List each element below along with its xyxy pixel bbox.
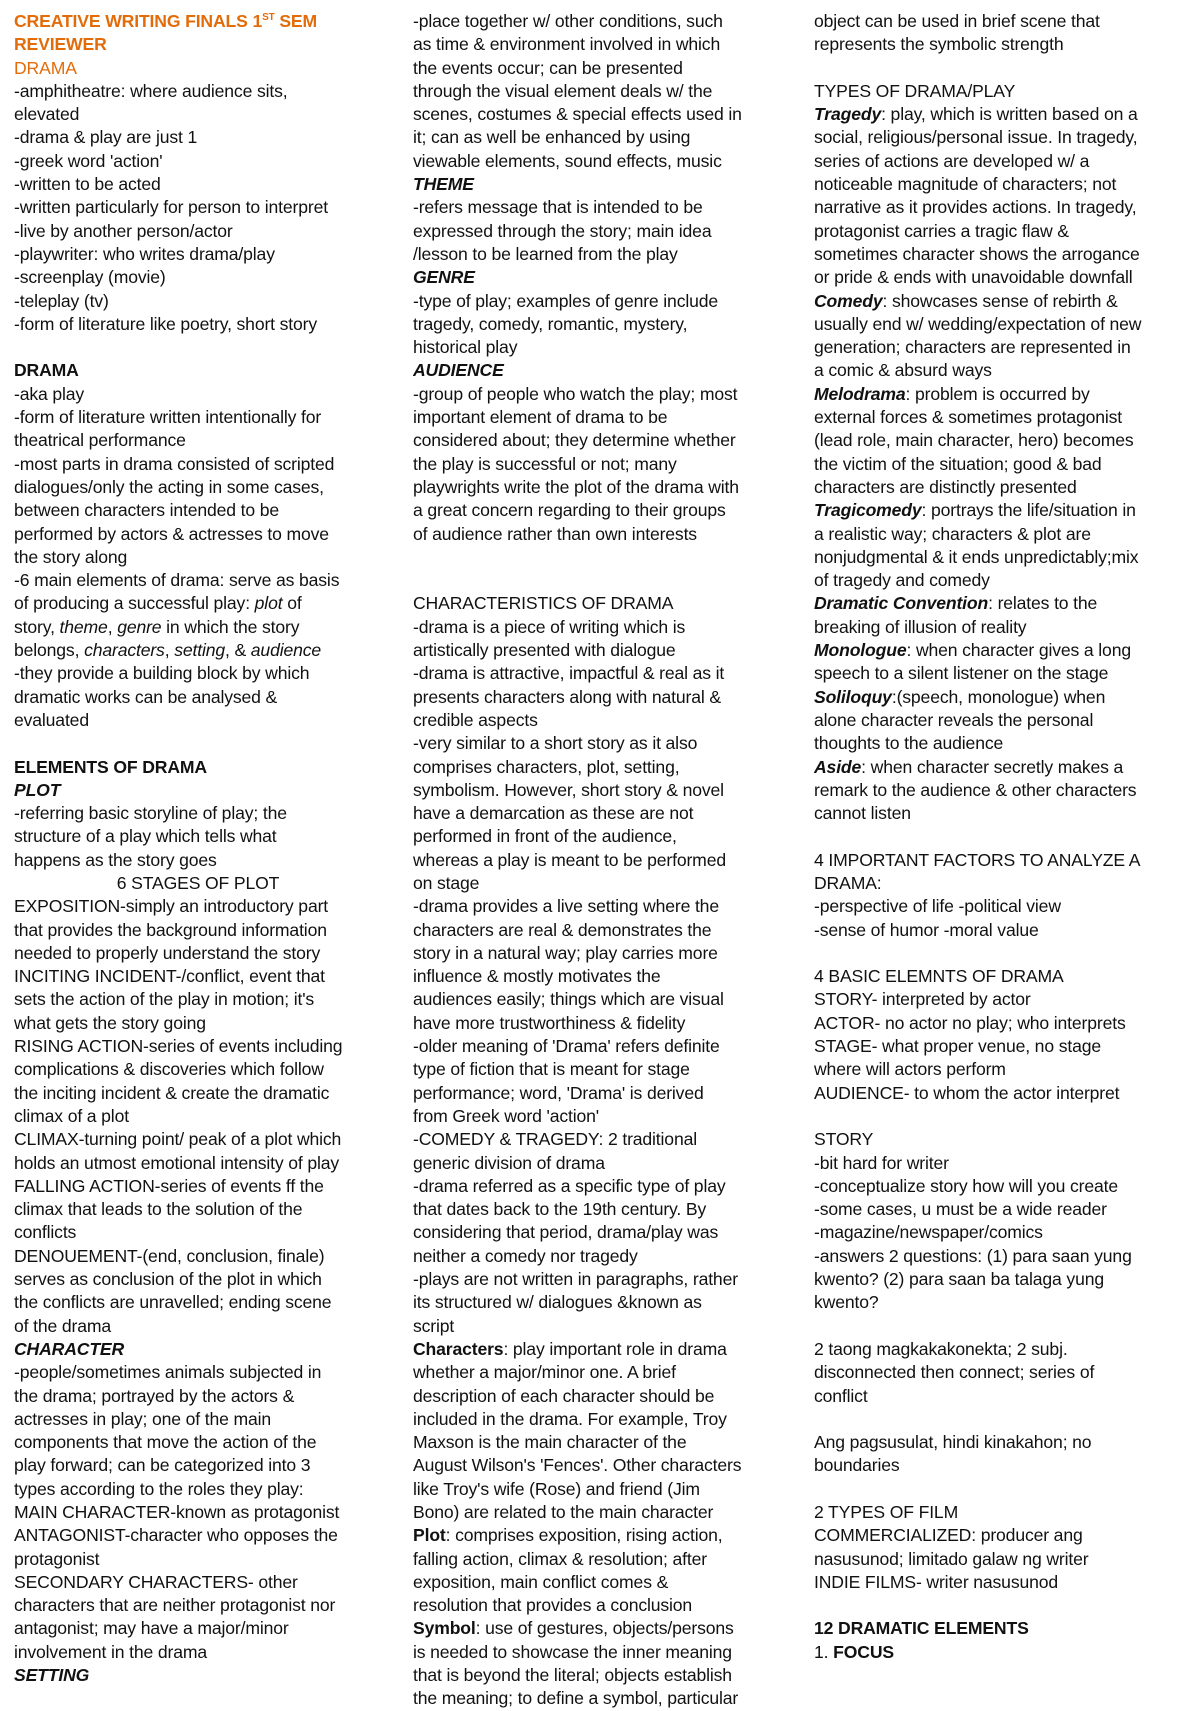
text-line: INDIE FILMS- writer nasusunod [814, 1571, 1058, 1592]
text-line: evaluated [14, 709, 89, 730]
text-span: theme [59, 616, 108, 637]
text-line: is needed to showcase the inner meaning [413, 1641, 732, 1662]
text-line: Ang pagsusulat, hindi kinakahon; no [814, 1432, 1092, 1453]
text-line: -aka play [14, 383, 85, 404]
text-line: important element of drama to be [413, 407, 668, 428]
text-line: of audience rather than own interests [413, 523, 697, 544]
text-span: : play, which is written based on a [881, 104, 1138, 125]
text-line: alone character reveals the personal [814, 709, 1094, 730]
text-line: structure of a play which tells what [14, 826, 277, 847]
audience-heading: AUDIENCE [413, 360, 504, 381]
text-line: play forward; can be categorized into 3 [14, 1455, 311, 1476]
text-line: 2 TYPES OF FILM [814, 1502, 959, 1522]
text-line: CLIMAX-turning point/ peak of a plot which [14, 1129, 342, 1150]
text-span: Characters [413, 1338, 504, 1359]
text-line: -plays are not written in paragraphs, rather [413, 1269, 738, 1290]
text-line: actresses in play; one of the main [14, 1408, 271, 1429]
text-line: artistically presented with dialogue [413, 640, 676, 661]
text-line: -magazine/newspaper/comics [814, 1222, 1043, 1243]
text-line: -refers message that is intended to be [413, 197, 703, 218]
text-span: : portrays the life/situation in [921, 500, 1136, 521]
text-line: -6 main elements of drama: serve as basis [14, 570, 340, 591]
text-line: climax that leads to the solution of the [14, 1199, 303, 1220]
text-line: the meaning; to define a symbol, particular [413, 1688, 739, 1709]
text-line: considering that period, drama/play was [413, 1222, 719, 1243]
basic-elements-list [814, 965, 1194, 1105]
genre-list [413, 290, 781, 360]
text-line: -drama & play are just 1 [14, 127, 198, 148]
text-line: -very similar to a short story as it also [413, 733, 698, 754]
text-span: : showcases sense of rebirth & [882, 290, 1118, 311]
text-span: Melodrama [814, 383, 906, 404]
text-line: the play is successful or not; many [413, 453, 677, 474]
text-span: , & [224, 640, 251, 661]
text-line: generic division of drama [413, 1152, 605, 1173]
text-line: series of actions are developed w/ a [814, 150, 1090, 171]
plot-heading: PLOT [14, 779, 61, 800]
drama-heading: DRAMA [14, 360, 79, 381]
text-span: : play important role in drama [503, 1338, 727, 1359]
text-line: neither a comedy nor tragedy [413, 1245, 638, 1266]
text-span: :(speech, monologue) when [891, 686, 1106, 707]
text-line: have more trustworthiness & fidelity [413, 1012, 686, 1033]
text-line: scenes, costumes & special effects used in [413, 104, 742, 125]
text-line: characters are real & demonstrates the [413, 919, 712, 940]
text-line: generation; characters are represented in [814, 337, 1131, 358]
text-line: boundaries [814, 1455, 900, 1476]
text-line: -place together w/ other conditions, such [413, 11, 723, 31]
text-line: -referring basic storyline of play; the [14, 803, 287, 824]
elements-line [14, 592, 382, 615]
text-span: Symbol [413, 1618, 476, 1639]
text-line: -people/sometimes animals subjected in [14, 1362, 322, 1383]
text-line: it; can as well be enhanced by using [413, 127, 691, 148]
intro-list [14, 80, 382, 336]
text-line: a realistic way; characters & plot are [814, 523, 1091, 544]
text-span: : problem is occurred by [905, 383, 1090, 404]
drama-list [14, 383, 382, 593]
tragedy-term-line [814, 103, 1194, 126]
text-line: historical play [413, 337, 518, 358]
text-line: EXPOSITION-simply an introductory part [14, 896, 329, 917]
soliloquy-list [814, 709, 1194, 756]
text-line: the drama; portrayed by the actors & [14, 1385, 295, 1406]
text-line: of tragedy and comedy [814, 570, 990, 591]
text-line: performance; word, 'Drama' is derived [413, 1082, 704, 1103]
plot-term-list [413, 1548, 781, 1618]
text-line: that provides the background information [14, 919, 327, 940]
text-line: through the visual element deals w/ the [413, 80, 713, 101]
text-span: 1. [814, 1641, 834, 1662]
text-line: playwrights write the plot of the drama with [413, 476, 739, 497]
text-line: involvement in the drama [14, 1641, 207, 1662]
text-line: 4 BASIC ELEMNTS OF DRAMA [814, 966, 1064, 987]
symbol-term-line [413, 1617, 781, 1640]
text-line: on stage [413, 872, 480, 893]
text-span: of producing a successful play: [14, 593, 255, 614]
text-line: nonjudgmental & it ends unpredictably;mix [814, 546, 1139, 567]
text-line: -perspective of life -political view [814, 896, 1061, 917]
text-line: represents the symbolic strength [814, 34, 1064, 55]
text-line: elevated [14, 104, 80, 125]
reviewer-page [14, 10, 1194, 1709]
text-line: -drama is attractive, impactful & real as it [413, 663, 725, 684]
melodrama-list [814, 406, 1194, 499]
text-span: , [164, 640, 175, 661]
soliloquy-term-line [814, 686, 1194, 709]
character-list [14, 1361, 382, 1664]
column-3 [814, 10, 1194, 1664]
text-line: audiences easily; things which are visual [413, 989, 724, 1010]
focus-line [814, 1641, 1194, 1664]
text-line: disconnected then connect; series of [814, 1362, 1095, 1383]
text-line: -live by another person/actor [14, 220, 233, 241]
text-span: genre [117, 616, 162, 637]
text-line: influence & mostly motivates the [413, 966, 661, 987]
text-line: noticeable magnitude of characters; not [814, 174, 1117, 195]
text-line: between characters intended to be [14, 500, 280, 521]
characteristics-heading: CHARACTERISTICS OF DRAMA [413, 593, 674, 614]
text-line: exposition, main conflict comes & [413, 1571, 669, 1592]
text-line: performed in front of the audience, [413, 826, 677, 847]
text-span: FOCUS [833, 1641, 894, 1662]
text-line: -form of literature like poetry, short story [14, 313, 318, 334]
text-line: -written to be acted [14, 174, 161, 195]
text-span: Monologue [814, 640, 907, 661]
text-line: from Greek word 'action' [413, 1105, 599, 1126]
text-line: -teleplay (tv) [14, 290, 109, 311]
monologue-list [814, 662, 1194, 685]
text-line: speech to a silent listener on the stage [814, 663, 1109, 684]
text-line: or pride & ends with unavoidable downfall [814, 267, 1133, 288]
convention-term-line [814, 592, 1194, 615]
factors-list [814, 849, 1194, 942]
monologue-term-line [814, 639, 1194, 662]
text-line: characters are distinctly presented [814, 476, 1077, 497]
text-line: needed to properly understand the story [14, 942, 321, 963]
text-line: conflicts [14, 1222, 77, 1243]
text-line: nasusunod; limitado galaw ng writer [814, 1548, 1089, 1569]
text-span: Tragicomedy [814, 500, 922, 521]
dramatic-elements-heading: 12 DRAMATIC ELEMENTS [814, 1618, 1029, 1639]
theme-list [413, 196, 781, 266]
text-line: types according to the roles they play: [14, 1478, 304, 1499]
genre-heading: GENRE [413, 267, 475, 288]
text-line: components that move the action of the [14, 1432, 317, 1453]
text-line: of the drama [14, 1315, 111, 1336]
text-span: : when character secretly makes a [861, 756, 1124, 777]
text-line: -they provide a building block by which [14, 663, 310, 684]
plot-list [14, 802, 382, 872]
story-line [14, 616, 382, 639]
text-line: August Wilson's 'Fences'. Other characters [413, 1455, 742, 1476]
types-heading: TYPES OF DRAMA/PLAY [814, 80, 1016, 101]
text-line: DRAMA: [814, 872, 882, 893]
text-line: antagonist; may have a major/minor [14, 1618, 289, 1639]
text-line: -drama provides a live setting where the [413, 896, 719, 917]
theme-heading: THEME [413, 174, 474, 195]
text-line: cannot listen [814, 803, 911, 824]
text-line: its structured w/ dialogues &known as [413, 1292, 702, 1313]
text-line: protagonist carries a tragic flaw & [814, 220, 1069, 241]
text-line: a comic & absurd ways [814, 360, 992, 381]
text-line: that dates back to the 19th century. By [413, 1199, 707, 1220]
column-1 [14, 10, 382, 1687]
elements-heading: ELEMENTS OF DRAMA [14, 756, 207, 777]
drama-list-2 [14, 662, 382, 732]
text-line: presents characters along with natural & [413, 686, 721, 707]
characteristics-list [413, 616, 781, 1338]
text-span: SEM [274, 11, 318, 31]
text-line: -COMEDY & TRAGEDY: 2 traditional [413, 1129, 697, 1150]
text-line: complications & discoveries which follow [14, 1059, 324, 1080]
text-span: story, [14, 616, 60, 637]
text-line: happens as the story goes [14, 849, 217, 870]
pagsusulat-list [814, 1431, 1194, 1478]
symbol-list [413, 1641, 781, 1711]
text-line: dramatic works can be analysed & [14, 686, 278, 707]
character-heading: CHARACTER [14, 1338, 125, 1359]
text-line: resolution that provides a conclusion [413, 1595, 693, 1616]
document-title-line2: REVIEWER [14, 34, 107, 55]
text-span: belongs, [14, 640, 85, 661]
tragicomedy-list [814, 523, 1194, 593]
text-line: description of each character should be [413, 1385, 715, 1406]
stages-heading: 6 STAGES OF PLOT [116, 872, 280, 893]
text-line: -drama referred as a specific type of play [413, 1175, 726, 1196]
text-line: -playwriter: who writes drama/play [14, 243, 275, 264]
text-line: STORY- interpreted by actor [814, 989, 1031, 1010]
text-line: -greek word 'action' [14, 150, 163, 171]
text-line: kwento? [814, 1292, 879, 1313]
convention-list [814, 616, 1194, 639]
text-line: remark to the audience & other characters [814, 779, 1137, 800]
text-line: a great concern regarding to their groups [413, 500, 726, 521]
text-line: STAGE- what proper venue, no stage [814, 1036, 1101, 1057]
text-line: 4 IMPORTANT FACTORS TO ANALYZE A [814, 849, 1141, 870]
text-line: SECONDARY CHARACTERS- other [14, 1571, 298, 1592]
text-line: considered about; they determine whether [413, 430, 736, 451]
text-line: as time & environment involved in which [413, 34, 721, 55]
text-line: the events occur; can be presented [413, 57, 683, 78]
text-line: theatrical performance [14, 430, 186, 451]
text-line: narrative as it provides actions. In tragedy, [814, 197, 1137, 218]
film-list [814, 1501, 1194, 1594]
text-line: -drama is a piece of writing which is [413, 616, 686, 637]
text-span: characters [84, 640, 165, 661]
text-line: (lead role, main character, hero) becomes [814, 430, 1134, 451]
text-line: AUDIENCE- to whom the actor interpret [814, 1082, 1120, 1103]
text-line: -screenplay (movie) [14, 267, 166, 288]
setting-heading: SETTING [14, 1665, 90, 1686]
text-line: kwento? (2) para saan ba talaga yung [814, 1269, 1104, 1290]
setting-list [413, 10, 781, 173]
text-line: script [413, 1315, 455, 1336]
text-span: : use of gestures, objects/persons [475, 1618, 734, 1639]
text-line: like Troy's wife (Rose) and friend (Jim [413, 1478, 700, 1499]
text-line: -group of people who watch the play; most [413, 383, 738, 404]
aside-term-line [814, 756, 1194, 779]
taong-list [814, 1338, 1194, 1408]
text-line: /lesson to be learned from the play [413, 243, 678, 264]
audience-list [413, 383, 781, 546]
text-line: social, religious/personal issue. In tragedy, [814, 127, 1138, 148]
text-line: -type of play; examples of genre include [413, 290, 719, 311]
text-line: where will actors perform [814, 1059, 1006, 1080]
melodrama-term-line [814, 383, 1194, 406]
text-line: -bit hard for writer [814, 1152, 949, 1173]
text-line: comprises characters, plot, setting, [413, 756, 680, 777]
text-line: symbolism. However, short story & novel [413, 779, 724, 800]
text-line: -amphitheatre: where audience sits, [14, 80, 288, 101]
column-2 [413, 10, 781, 1711]
text-line: -form of literature written intentionally for [14, 407, 322, 428]
text-line: have a demarcation as these are not [413, 803, 694, 824]
text-line: story in a natural way; play carries more [413, 942, 718, 963]
text-line: type of fiction that is meant for stage [413, 1059, 690, 1080]
text-span: : relates to the [988, 593, 1098, 614]
text-line: external forces & sometimes protagonist [814, 407, 1123, 428]
text-line: what gets the story going [14, 1012, 206, 1033]
text-span: Aside [814, 756, 862, 777]
text-span: Comedy [814, 290, 883, 311]
text-line: characters that are neither protagonist nor [14, 1595, 336, 1616]
tragedy-list [814, 126, 1194, 289]
comedy-term-line [814, 290, 1194, 313]
text-line: climax of a plot [14, 1105, 129, 1126]
text-line: credible aspects [413, 709, 538, 730]
text-line: expressed through the story; main idea [413, 220, 712, 241]
text-line: viewable elements, sound effects, music [413, 150, 722, 171]
text-span: : comprises exposition, rising action, [445, 1525, 723, 1546]
text-span: Tragedy [814, 104, 882, 125]
text-line: ANTAGONIST-character who opposes the [14, 1525, 338, 1546]
text-span: plot [254, 593, 283, 614]
text-line: whether a major/minor one. A brief [413, 1362, 676, 1383]
text-line: Bono) are related to the main character [413, 1502, 714, 1522]
text-line: Maxson is the main character of the [413, 1432, 687, 1453]
text-line: -written particularly for person to interpret [14, 197, 328, 218]
symbol-cont-list [814, 10, 1194, 57]
text-line: serves as conclusion of the plot in which [14, 1269, 322, 1290]
text-line: the conflicts are unravelled; ending scene [14, 1292, 332, 1313]
text-line: performed by actors & actresses to move [14, 523, 329, 544]
text-line: COMMERCIALIZED: producer ang [814, 1525, 1083, 1546]
text-line: holds an utmost emotional intensity of play [14, 1152, 340, 1173]
text-line: falling action, climax & resolution; after [413, 1548, 707, 1569]
text-line: protagonist [14, 1548, 100, 1569]
text-line: -some cases, u must be a wide reader [814, 1199, 1107, 1220]
characters-term-line [413, 1338, 781, 1361]
text-line: that is beyond the literal; objects establish [413, 1665, 732, 1686]
text-line: ACTOR- no actor no play; who interprets [814, 1012, 1126, 1033]
tragicomedy-term-line [814, 499, 1194, 522]
text-line: -conceptualize story how will you create [814, 1175, 1118, 1196]
text-line: sometimes character shows the arrogance [814, 243, 1140, 264]
text-span: Soliloquy [814, 686, 892, 707]
text-span: in which the story [161, 616, 300, 637]
text-line: the story along [14, 546, 128, 567]
text-line: -most parts in drama consisted of scripted [14, 453, 335, 474]
text-line: thoughts to the audience [814, 733, 1004, 754]
text-span: of [282, 593, 302, 614]
text-line: object can be used in brief scene that [814, 11, 1100, 31]
text-line: -answers 2 questions: (1) para saan yung [814, 1245, 1132, 1266]
text-span: ST [262, 12, 275, 24]
text-line: the inciting incident & create the dramatic [14, 1082, 330, 1103]
text-line: tragedy, comedy, romantic, mystery, [413, 313, 688, 334]
text-line: STORY [814, 1129, 874, 1150]
comedy-list [814, 313, 1194, 383]
text-line: the victim of the situation; good & bad [814, 453, 1102, 474]
text-line: INCITING INCIDENT-/conflict, event that [14, 966, 325, 987]
text-line: sets the action of the play in motion; it's [14, 989, 315, 1010]
text-span: CREATIVE WRITING FINALS 1 [14, 11, 263, 31]
text-span: setting [174, 640, 225, 661]
characters-list [413, 1361, 781, 1524]
text-line: RISING ACTION-series of events including [14, 1036, 343, 1057]
text-line: included in the drama. For example, Troy [413, 1408, 727, 1429]
aside-list [814, 779, 1194, 826]
document-title [14, 10, 382, 33]
document-subtitle: DRAMA [14, 57, 77, 78]
text-span: , [107, 616, 118, 637]
text-line: whereas a play is meant to be performed [413, 849, 726, 870]
text-line: DENOUEMENT-(end, conclusion, finale) [14, 1245, 325, 1266]
plot-term-line [413, 1524, 781, 1547]
text-span: Dramatic Convention [814, 593, 989, 614]
text-line: -sense of humor -moral value [814, 919, 1039, 940]
text-line: breaking of illusion of reality [814, 616, 1027, 637]
text-line: MAIN CHARACTER-known as protagonist [14, 1502, 340, 1522]
text-line: conflict [814, 1385, 868, 1406]
text-line: FALLING ACTION-series of events ff the [14, 1175, 324, 1196]
text-line: usually end w/ wedding/expectation of new [814, 313, 1142, 334]
text-span: Plot [413, 1525, 446, 1546]
text-line: -older meaning of 'Drama' refers definite [413, 1036, 720, 1057]
text-span: : when character gives a long [906, 640, 1131, 661]
story-list [814, 1128, 1194, 1314]
text-line: dialogues/only the acting in some cases, [14, 476, 324, 497]
text-span: audience [250, 640, 322, 661]
belongs-line [14, 639, 382, 662]
stages-list [14, 895, 382, 1338]
text-line: 2 taong magkakakonekta; 2 subj. [814, 1338, 1068, 1359]
